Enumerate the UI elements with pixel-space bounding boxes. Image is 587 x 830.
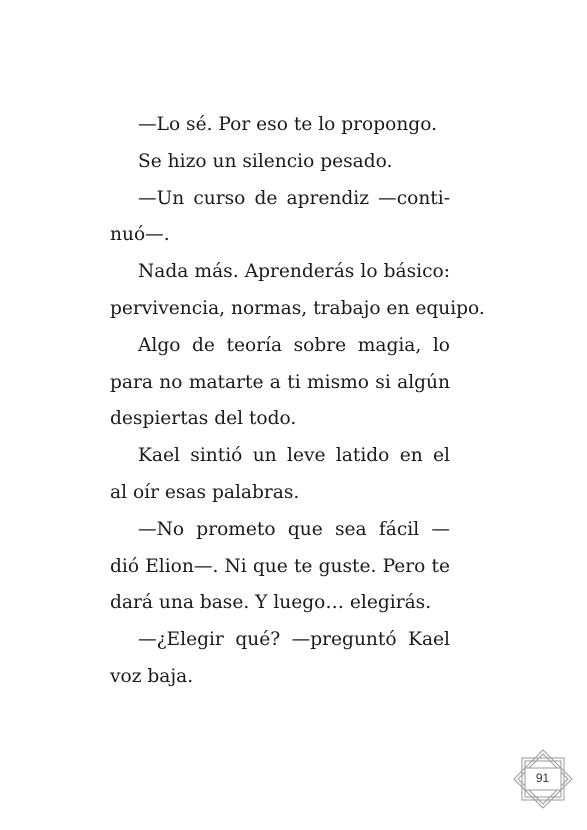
text-line: Se hizo un silencio pesado. — [138, 150, 393, 172]
text-line: dió Elion—. Ni que te guste. Pero te — [110, 555, 450, 577]
text-line: —Un curso de aprendiz —conti- — [138, 187, 450, 209]
text-line: para no matarte a ti mismo si algún — [110, 371, 450, 393]
text-line: —No prometo que sea fácil — — [138, 518, 450, 540]
text-line: al oír esas palabras. — [110, 481, 300, 503]
text-line: dará una base. Y luego… elegirás. — [110, 592, 432, 614]
body-text — [110, 107, 485, 696]
text-line: despiertas del todo. — [110, 408, 297, 430]
text-line: pervivencia, normas, trabajo en equipo. — [110, 297, 485, 319]
page-number: 91 — [535, 771, 550, 785]
text-line: —Lo sé. Por eso te lo propongo. — [138, 114, 437, 135]
text-line: Nada más. Aprenderás lo básico: — [138, 261, 450, 283]
text-line: voz baja. — [110, 665, 194, 687]
text-line: Algo de teoría sobre magia, lo — [138, 334, 450, 356]
text-line: —¿Elegir qué? —preguntó Kael — [138, 629, 450, 651]
text-line: Kael sintió un leve latido en el — [138, 445, 450, 467]
text-line: nuó—. — [110, 224, 170, 246]
